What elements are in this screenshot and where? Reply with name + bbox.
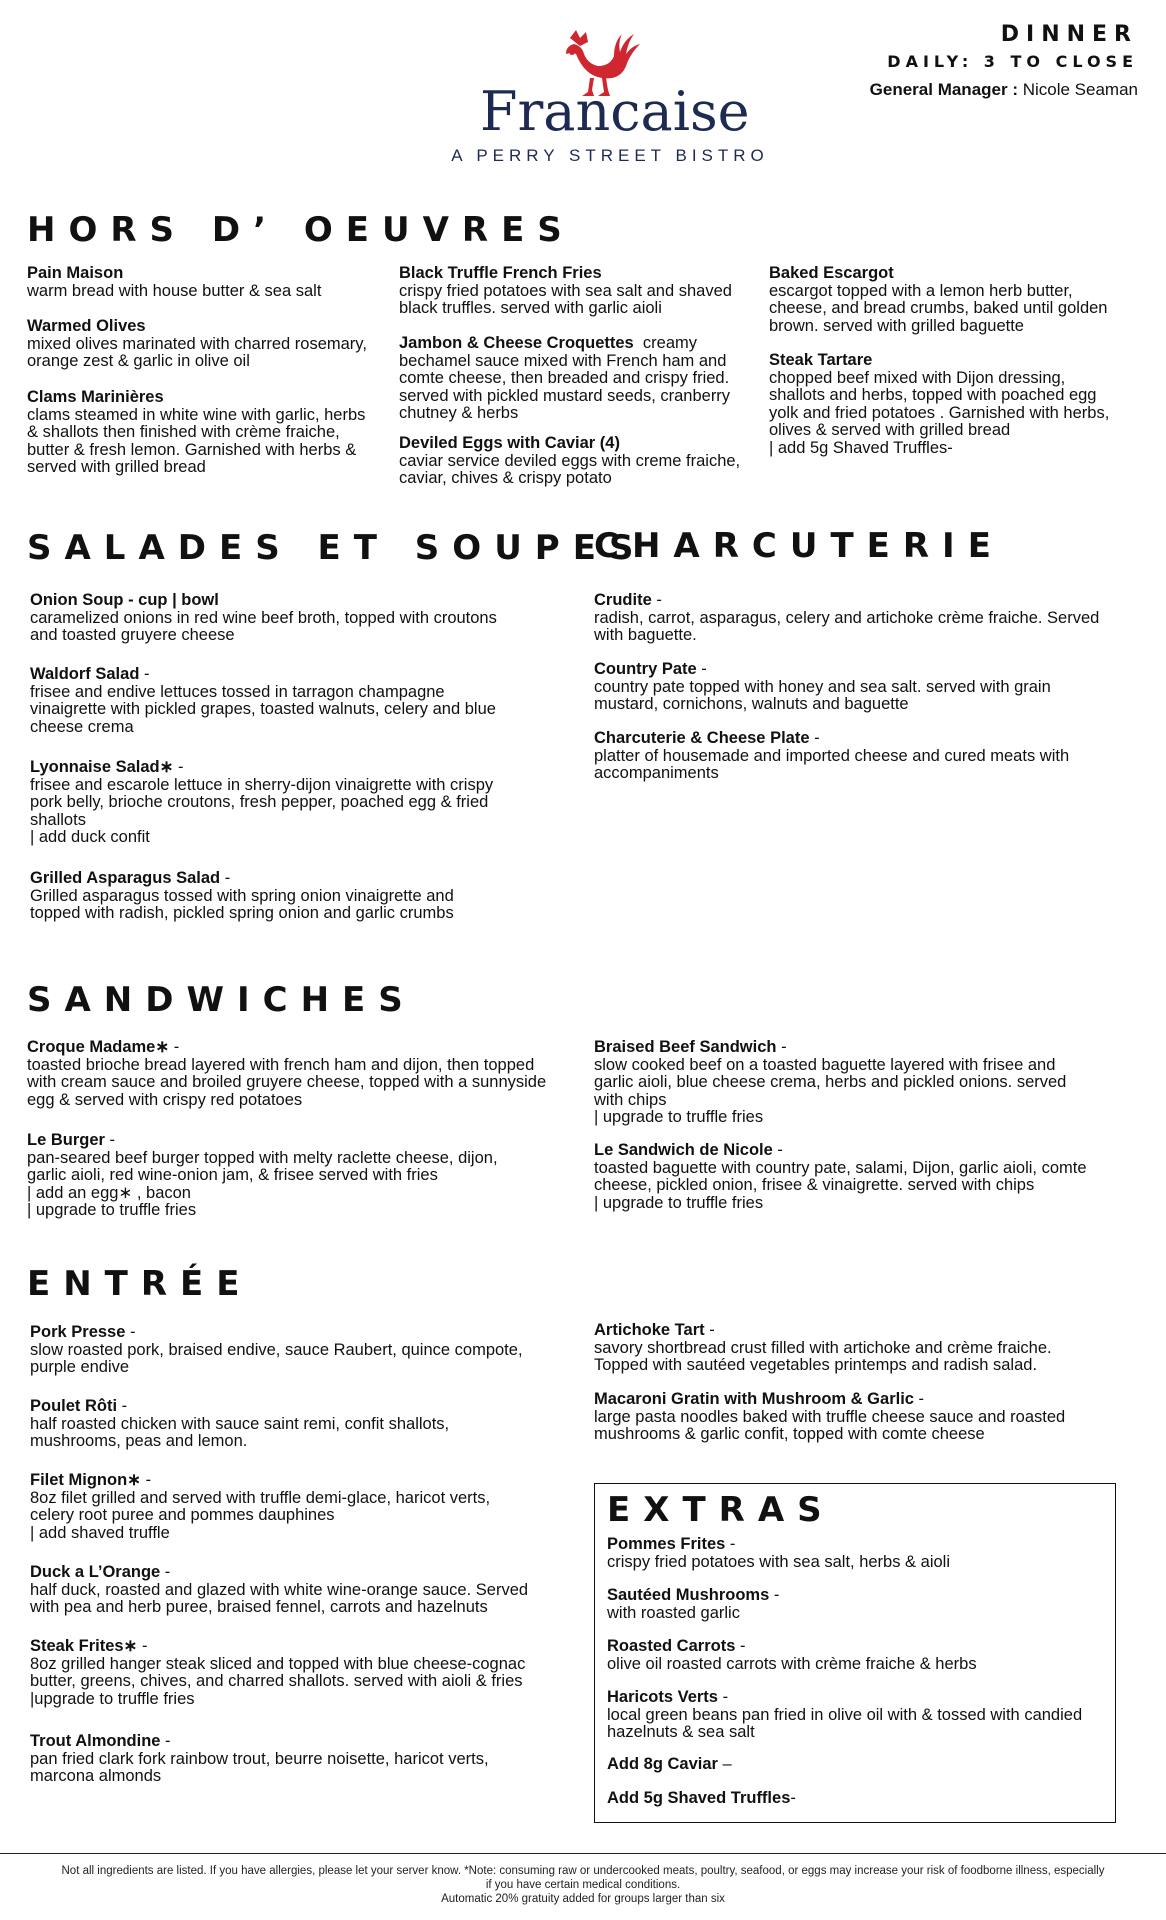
item-suffix: - — [169, 1038, 180, 1056]
brand-tagline: A PERRY STREET BISTRO — [451, 146, 769, 165]
menu-item — [30, 759, 500, 847]
item-name: Filet Mignon∗ — [30, 1471, 141, 1489]
menu-item — [27, 265, 372, 300]
item-suffix: - — [735, 1637, 746, 1655]
item-suffix: - — [776, 1038, 787, 1056]
item-suffix: - — [125, 1323, 136, 1341]
menu-item — [27, 389, 372, 477]
menu-item — [769, 265, 1114, 335]
item-desc: pan-seared beef burger topped with melty raclette cheese, dijon, garlic aioli, red wine-onion jam, & frisee served with fries — [27, 1148, 498, 1184]
item-name: Trout Almondine — [30, 1732, 161, 1750]
item-desc: caramelized onions in red wine beef broth, topped with croutons and toasted gruyere cheese — [30, 608, 497, 644]
item-desc: olive oil roasted carrots with crème fraiche & herbs — [607, 1654, 977, 1673]
item-suffix: - — [104, 1131, 116, 1149]
item-desc: platter of housemade and imported cheese and cured meats with accompaniments — [594, 746, 1070, 782]
item-name: Grilled Asparagus Salad — [30, 869, 221, 887]
gratuity-notice: Automatic 20% gratuity added for groups larger than six — [441, 1893, 725, 1905]
item-desc: warm bread with house butter & sea salt — [27, 281, 322, 300]
item-name: Black Truffle French Fries — [399, 264, 602, 282]
section-title-salades: SALADES ET SOUPES — [27, 528, 647, 568]
item-suffix: - — [717, 1688, 729, 1706]
menu-item — [399, 265, 751, 318]
item-desc: creamy bechamel sauce mixed with French ham and comte cheese, then breaded and crispy fried. served with pickled mustard seeds, cranberry chutney & herbs — [399, 334, 731, 422]
menu-item — [27, 1039, 557, 1109]
item-name: Add 5g Shaved Truffles — [607, 1789, 791, 1807]
item-addon: | upgrade to truffle fries — [594, 1108, 764, 1126]
item-desc: frisee and escarole lettuce in sherry-dijon vinaigrette with crispy pork belly, brioche croutons, fresh pepper, poached egg & fried shallots — [30, 775, 494, 829]
item-name: Waldorf Salad — [30, 665, 140, 683]
item-desc: toasted baguette with country pate, salami, Dijon, garlic aioli, comte cheese, pickled onion, frisee & vinaigrette. served with chips — [594, 1158, 1087, 1194]
allergy-notice: Not all ingredients are listed. If you have allergies, please let your server know. *Note: consuming raw or undercooked meats, poultry, seafood, or eggs may increase your risk of foodborne illness, especially if you have certain medical conditions. — [61, 1865, 1105, 1891]
item-name: Charcuterie & Cheese Plate — [594, 729, 810, 747]
item-addon: | add 5g Shaved Truffles- — [769, 438, 953, 457]
menu-item — [30, 1398, 500, 1451]
item-desc: country pate topped with honey and sea salt. served with grain mustard, cornichons, walnuts and baguette — [594, 677, 1051, 713]
item-desc: slow cooked beef on a toasted baguette layered with frisee and garlic aioli, blue cheese crema, herbs and pickled onions. served with chips — [594, 1055, 1067, 1109]
section-title-entree: ENTRÉE — [27, 1264, 253, 1304]
menu-item — [30, 1324, 550, 1377]
item-name: Lyonnaise Salad∗ — [30, 758, 174, 776]
item-addon: | upgrade to truffle fries — [594, 1193, 764, 1212]
item-addon: | add duck confit — [30, 828, 150, 846]
item-addon: |upgrade to truffle fries — [30, 1689, 195, 1708]
menu-item — [594, 1391, 1119, 1444]
menu-item — [27, 1132, 537, 1220]
item-desc: savory shortbread crust filled with artichoke and crème fraiche. Topped with sautéed vegetables printemps and radish salad. — [594, 1338, 1052, 1374]
item-suffix: - — [173, 758, 184, 776]
menu-item — [594, 1322, 1094, 1375]
item-desc: with roasted garlic — [607, 1603, 740, 1622]
item-name: Poulet Rôti — [30, 1397, 118, 1415]
item-desc: half duck, roasted and glazed with white wine-orange sauce. Served with pea and herb puree, braised fennel, carrots and hazelnuts — [30, 1580, 529, 1616]
item-name: Le Sandwich de Nicole — [594, 1141, 773, 1159]
footer-notice — [60, 1864, 1106, 1906]
item-suffix: - — [790, 1789, 796, 1807]
item-addon: | add shaved truffle — [30, 1523, 170, 1542]
menu-item — [594, 1142, 1119, 1212]
footer-divider — [0, 1853, 1166, 1854]
item-suffix: - — [140, 1471, 152, 1489]
menu-item — [594, 661, 1114, 714]
item-suffix: - — [772, 1141, 783, 1159]
item-addon: | add an egg∗ , bacon — [27, 1183, 191, 1202]
menu-item — [30, 1564, 560, 1617]
menu-item — [30, 1638, 560, 1708]
menu-item — [30, 592, 500, 645]
section-title-hors-doeuvres: HORS D’ OEUVRES — [27, 210, 575, 250]
item-name: Roasted Carrots — [607, 1637, 736, 1655]
item-name: Croque Madame∗ — [27, 1038, 170, 1056]
item-name: Duck a L’Orange — [30, 1563, 161, 1581]
item-desc: toasted brioche bread layered with french ham and dijon, then topped with cream sauce and broiled gruyere cheese, topped with a sunnyside egg & served with crispy red potatoes — [27, 1055, 547, 1109]
section-title-charcuterie: CHARCUTERIE — [594, 526, 1004, 566]
item-desc: clams steamed in white wine with garlic, herbs & shallots then finished with crème fraiche, butter & fresh lemon. Garnished with herbs & served with grilled bread — [27, 405, 366, 476]
menu-item — [607, 1536, 1107, 1571]
menu-item — [607, 1638, 1107, 1673]
item-desc: half roasted chicken with sauce saint remi, confit shallots, mushrooms, peas and lemon. — [30, 1414, 450, 1450]
item-name: Steak Tartare — [769, 351, 873, 369]
menu-item — [607, 1790, 1107, 1808]
menu-item — [607, 1689, 1107, 1742]
item-desc: radish, carrot, asparagus, celery and artichoke crème fraiche. Served with baguette. — [594, 608, 1100, 644]
item-name: Pork Presse — [30, 1323, 126, 1341]
menu-item — [594, 1039, 1099, 1127]
item-suffix: - — [220, 869, 231, 887]
menu-item — [27, 318, 372, 371]
menu-item — [30, 870, 500, 923]
item-name: Jambon & Cheese Croquettes — [399, 334, 634, 352]
item-desc: local green beans pan fried in olive oil with & tossed with candied hazelnuts & sea salt — [607, 1705, 1083, 1741]
item-name: Crudite — [594, 591, 652, 609]
item-desc: pan fried clark fork rainbow trout, beurre noisette, haricot verts, marcona almonds — [30, 1749, 489, 1785]
item-desc: large pasta noodles baked with truffle cheese sauce and roasted mushrooms & garlic confit, topped with comte cheese — [594, 1407, 1066, 1443]
item-name: Macaroni Gratin with Mushroom & Garlic — [594, 1390, 914, 1408]
item-suffix: - — [117, 1397, 128, 1415]
item-name: Pommes Frites — [607, 1535, 726, 1553]
item-desc: escargot topped with a lemon herb butter, cheese, and bread crumbs, baked until golden brown. served with grilled baguette — [769, 281, 1108, 335]
item-name: Braised Beef Sandwich — [594, 1038, 777, 1056]
menu-item — [30, 666, 500, 736]
item-desc: caviar service deviled eggs with creme fraiche, caviar, chives & crispy potato — [399, 451, 741, 487]
gm-label: General Manager : — [869, 80, 1018, 99]
item-name: Onion Soup - cup | bowl — [30, 591, 219, 609]
item-name: Artichoke Tart — [594, 1321, 705, 1339]
item-desc: crispy fried potatoes with sea salt, herbs & aioli — [607, 1552, 950, 1571]
item-addon: | upgrade to truffle fries — [27, 1201, 197, 1219]
section-title-extras: EXTRAS — [607, 1490, 835, 1530]
section-title-sandwiches: SANDWICHES — [27, 980, 416, 1020]
item-suffix: - — [651, 591, 662, 609]
item-name: Clams Marinières — [27, 388, 164, 406]
item-suffix: - — [769, 1586, 780, 1604]
menu-item — [399, 335, 751, 423]
brand-name: Francaise — [480, 80, 750, 143]
item-name: Deviled Eggs with Caviar (4) — [399, 434, 620, 452]
menu-item — [30, 1733, 530, 1786]
menu-item — [594, 730, 1114, 783]
item-suffix: - — [137, 1637, 148, 1655]
general-manager — [870, 80, 1138, 100]
hours: DAILY: 3 TO CLOSE — [887, 52, 1138, 71]
item-suffix: – — [717, 1755, 732, 1773]
item-desc: 8oz grilled hanger steak sliced and topped with blue cheese-cognac butter, greens, chives, and charred shallots. served with aioli & fries — [30, 1654, 526, 1690]
item-suffix: - — [809, 729, 820, 747]
item-name: Pain Maison — [27, 264, 124, 282]
menu-item — [607, 1756, 1107, 1774]
item-desc: Grilled asparagus tossed with spring onion vinaigrette and topped with radish, pickled spring onion and garlic crumbs — [30, 886, 454, 922]
item-name: Add 8g Caviar — [607, 1755, 718, 1773]
item-desc: 8oz filet grilled and served with truffle demi-glace, haricot verts, celery root puree and pommes dauphines — [30, 1488, 491, 1524]
item-name: Sautéed Mushrooms — [607, 1586, 770, 1604]
item-name: Le Burger — [27, 1131, 105, 1149]
item-suffix: - — [160, 1563, 171, 1581]
item-name: Steak Frites∗ — [30, 1637, 138, 1655]
gm-name: Nicole Seaman — [1017, 80, 1138, 99]
item-name: Haricots Verts — [607, 1688, 718, 1706]
item-name: Baked Escargot — [769, 264, 894, 282]
item-desc: mixed olives marinated with charred rosemary, orange zest & garlic in olive oil — [27, 334, 367, 370]
menu-item — [399, 435, 751, 488]
item-desc: frisee and endive lettuces tossed in tarragon champagne vinaigrette with pickled grapes, toasted walnuts, celery and blue cheese crema — [30, 682, 496, 736]
item-suffix: - — [704, 1321, 715, 1339]
item-desc: slow roasted pork, braised endive, sauce Raubert, quince compote, purple endive — [30, 1340, 523, 1376]
menu-item — [769, 352, 1114, 457]
item-suffix: - — [913, 1390, 925, 1408]
menu-item — [594, 592, 1114, 645]
item-name: Country Pate — [594, 660, 697, 678]
item-suffix: - — [696, 660, 707, 678]
item-desc: crispy fried potatoes with sea salt and shaved black truffles. served with garlic aioli — [399, 281, 732, 317]
menu-item — [30, 1472, 530, 1542]
menu-item — [607, 1587, 1107, 1622]
item-suffix: - — [725, 1535, 736, 1553]
item-suffix: - — [160, 1732, 171, 1750]
item-name: Warmed Olives — [27, 317, 146, 335]
item-suffix: - — [139, 665, 150, 683]
item-desc: chopped beef mixed with Dijon dressing, shallots and herbs, topped with poached egg yolk and fried potatoes . Garnished with herbs, olives & served with grilled bread — [769, 368, 1110, 439]
meal-title: DINNER — [1000, 22, 1138, 47]
